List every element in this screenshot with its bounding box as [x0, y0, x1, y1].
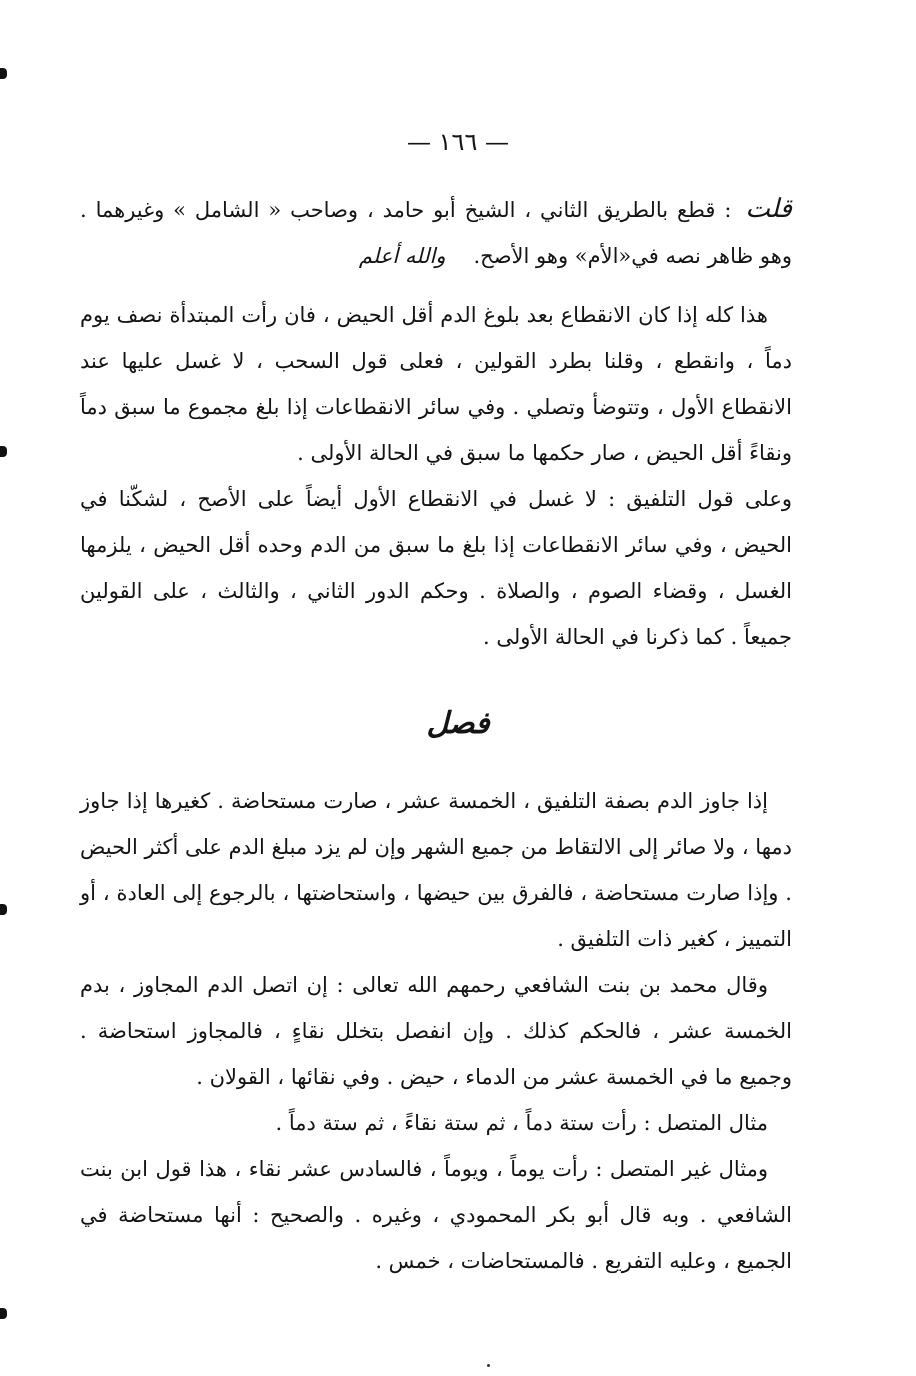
lead-word-qultu: قلت [745, 194, 792, 224]
opening-paragraph-body: : قطع بالطريق الثاني ، الشيخ أبو حامد ، وصاحب « الشامل » وغيرهما . وهو ظاهر نصه في«الأم» وهو الأصح. [80, 198, 792, 268]
section-paragraph: إذا جاوز الدم بصفة التلفيق ، الخمسة عشر ، صارت مستحاضة . كغيرها إذا جاوز دمها ، ولا صائر إلى الالتقاط من جميع الشهر وإن لم يزد مبلغ الدم على أكثر الحيض . وإذا صارت مستحاضة ، فالفرق بين حيضها ، واستحاضتها ، بالرجوع إلى العادة ، أو التمييز ، كغير ذات التلفيق . [80, 789, 792, 951]
closing-phrase: والله أعلم [358, 244, 446, 268]
scan-speck [487, 1364, 490, 1367]
body-paragraph: وعلى قول التلفيق : لا غسل في الانقطاع الأول أيضاً على الأصح ، لشكّنا في الحيض ، وفي سائر الانقطاعات إذا بلغ ما سبق من الدم وحده أقل الحيض ، يلزمها الغسل ، وقضاء الصوم ، والصلاة . وحكم الدور الثاني ، والثالث ، على القولين جميعاً . كما ذكرنا في الحالة الأولى . [80, 487, 792, 649]
body-paragraph: هذا كله إذا كان الانقطاع بعد بلوغ الدم أقل الحيض ، فان رأت المبتدأة نصف يوم دماً ، وانقطع ، وقلنا بطرد القولين ، فعلى قول السحب ، لا غسل عليها عند الانقطاع الأول ، وتتوضأ وتصلي . وفي سائر الانقطاعات إذا بلغ مجموع ما سبق دماً ونقاءً أقل الحيض ، صار حكمها ما سبق في الحالة الأولى . [80, 303, 792, 465]
binding-mark [0, 68, 7, 79]
section-paragraph: ومثال غير المتصل : رأت يوماً ، ويوماً ، فالسادس عشر نقاء ، هذا قول ابن بنت الشافعي . وبه قال أبو بكر المحمودي ، وغيره . والصحيح : أنها مستحاضة في الجميع ، وعليه التفريع . فالمستحاضات ، خمس . [80, 1157, 792, 1273]
section-heading: فصل [426, 706, 490, 741]
page-number: — ١٦٦ — [407, 128, 509, 156]
binding-mark [0, 1308, 7, 1319]
opening-paragraph-block [80, 186, 792, 279]
section-paragraph: مثال المتصل : رأت ستة دماً ، ثم ستة نقاءً ، ثم ستة دماً . [275, 1111, 768, 1135]
section-paragraph: وقال محمد بن بنت الشافعي رحمهم الله تعالى : إن اتصل الدم المجاوز ، بدم الخمسة عشر ، فالحكم كذلك . وإن انفصل بتخلل نقاءٍ ، فالمجاوز استحاضة . وجميع ما في الخمسة عشر من الدماء ، حيض . وفي نقائها ، القولان . [80, 973, 792, 1089]
section-text-block [80, 778, 792, 1284]
opening-paragraph [80, 186, 792, 279]
binding-mark [0, 446, 7, 457]
binding-mark [0, 904, 7, 915]
main-text-block [80, 292, 792, 660]
